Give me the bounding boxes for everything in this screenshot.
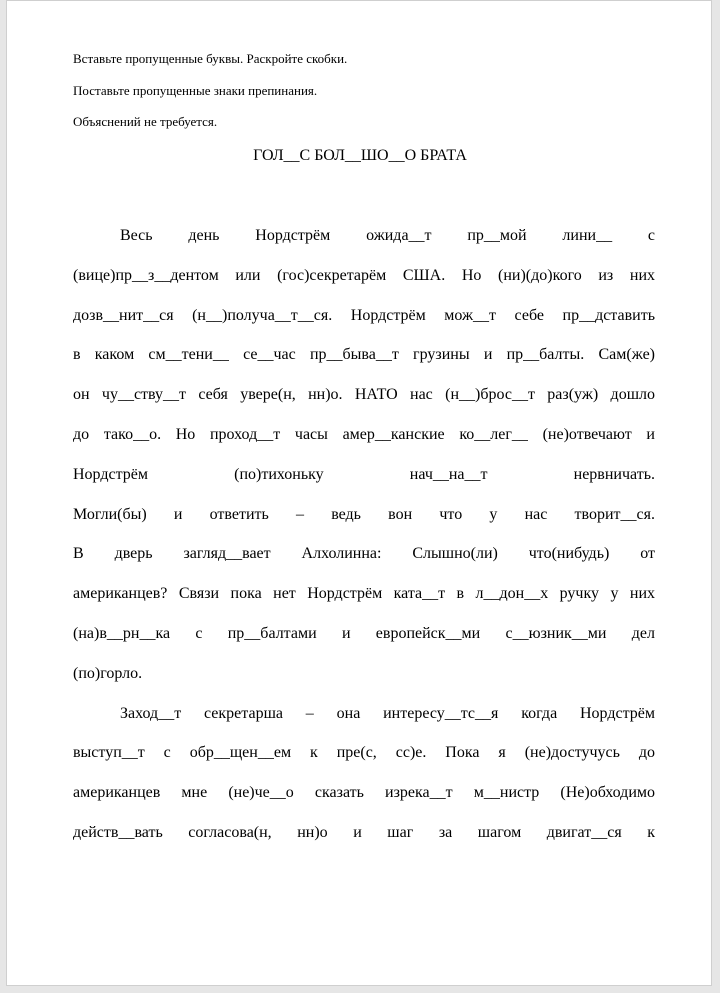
text-line: В дверь загляд__вает Алхолинна: Слышно(ли) что(нибудь) от [73, 545, 655, 563]
text-line: (вице)пр__з__дентом или (гос)секретарём США. Но (ни)(до)кого из них [73, 266, 655, 284]
text-line: американцев мне (не)че__о сказать изрека__т м__нистр (Не)обходимо [73, 784, 655, 802]
text-line: американцев? Связи пока нет Нордстрём ката__т в л__дон__х ручку у них [73, 585, 655, 603]
document-page [6, 0, 712, 986]
text-line: (на)в__рн__ка с пр__балтами и европейск__ми с__юзник__ми дел [73, 624, 655, 642]
text-line: он чу__ству__т себя увере(н, нн)о. НАТО нас (н__)брос__т раз(уж) дошло [73, 386, 655, 404]
instruction-line: Вставьте пропущенные буквы. Раскройте скобки. [73, 51, 348, 66]
text-line: Заход__т секретарша – она интересу__тс__я когда Нордстрём [120, 704, 655, 722]
text-line: (по)горло. [73, 664, 143, 682]
text-line: выступ__т с обр__щен__ем к пре(с, сс)е. Пока я (не)достучусь до [73, 744, 655, 762]
text-line: действ__вать согласова(н, нн)о и шаг за шагом двигат__ся к [73, 823, 655, 841]
text-line: до тако__о. Но проход__т часы амер__канские ко__лег__ (не)отвечают и [73, 425, 655, 443]
instructions-block [73, 50, 347, 145]
instruction-line: Объяснений не требуется. [73, 114, 218, 129]
exercise-text [73, 226, 655, 863]
text-line: Весь день Нордстрём ожида__т пр__мой лини__ с [120, 227, 655, 244]
text-line: Нордстрём (по)тихоньку нач__на__т нервничать. [73, 465, 655, 483]
text-line: Могли(бы) и ответить – ведь вон что у нас творит__ся. [73, 505, 655, 523]
text-line: в каком см__тени__ се__час пр__быва__т грузины и пр__балты. Сам(же) [73, 346, 655, 364]
text-line: дозв__нит__ся (н__)получа__т__ся. Нордстрём мож__т себе пр__дставить [73, 306, 655, 324]
instruction-line: Поставьте пропущенные знаки препинания. [73, 82, 318, 98]
document-title: ГОЛ__С БОЛ__ШО__О БРАТА [253, 147, 467, 164]
